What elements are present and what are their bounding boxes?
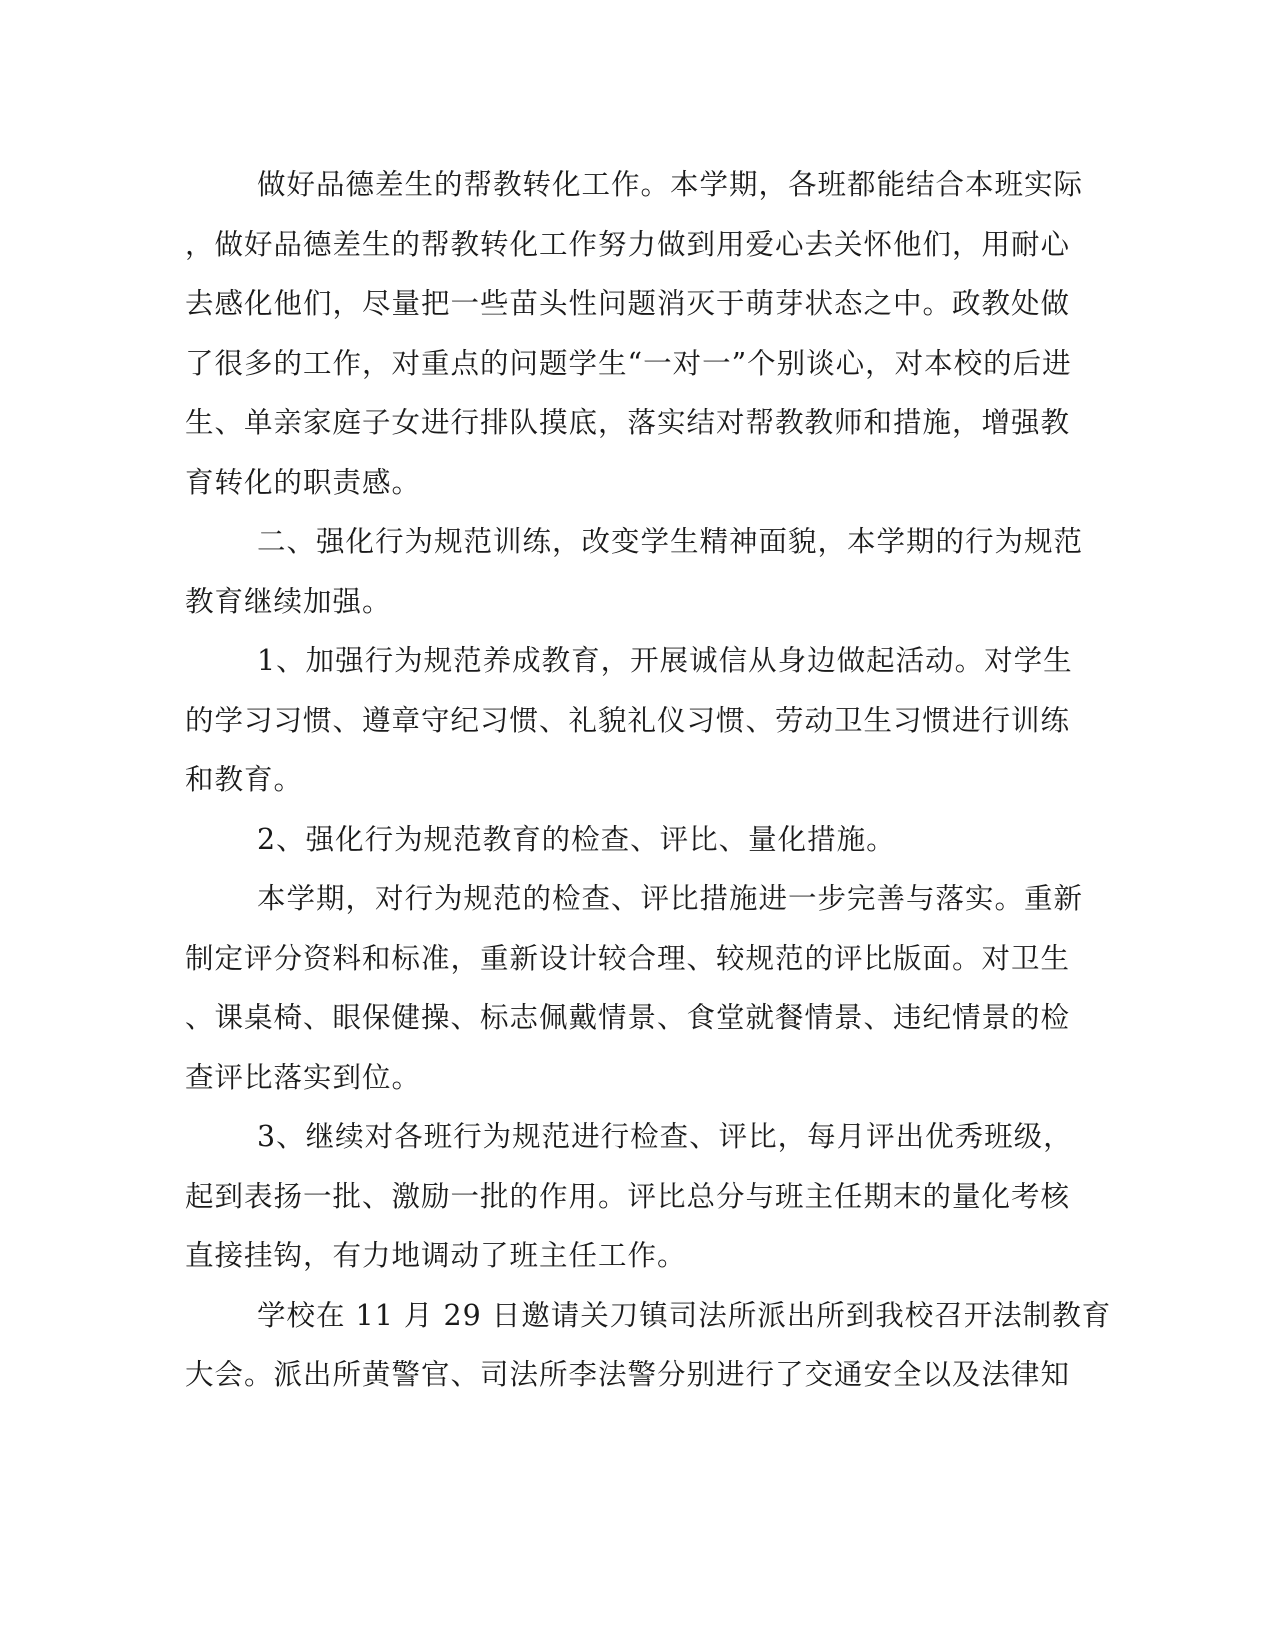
text-line: 直接挂钩，有力地调动了班主任工作。: [185, 1239, 687, 1272]
text-line: 生、单亲家庭子女进行排队摸底，落实结对帮教教师和措施，增强教: [185, 406, 1071, 439]
text-line: ，做好品德差生的帮教转化工作努力做到用爱心去关怀他们，用耐心: [185, 227, 1071, 261]
text-line: 起到表扬一批、激励一批的作用。评比总分与班主任期末的量化考核: [185, 1179, 1071, 1213]
text-line: 和教育。: [185, 763, 304, 796]
text-line: 做好品德差生的帮教转化工作。本学期，各班都能结合本班实际: [257, 168, 1084, 201]
text-line: 3、继续对各班行为规范进行检查、评比，每月评出优秀班级，: [257, 1120, 1073, 1153]
document-body: [185, 155, 1112, 1405]
text-line: 大会。派出所黄警官、司法所李法警分别进行了交通安全以及法律知: [185, 1358, 1071, 1391]
text-line: 1、加强行为规范养成教育，开展诚信从身边做起活动。对学生: [257, 644, 1073, 677]
text-line: 学校在 11 月 29 日邀请关刀镇司法所派出所到我校召开法制教育: [257, 1298, 1112, 1332]
text-line: 了很多的工作，对重点的问题学生“一对一”个别谈心，对本校的后进: [185, 346, 1072, 380]
text-line: 育转化的职责感。: [185, 465, 422, 499]
text-line: 的学习习惯、遵章守纪习惯、礼貌礼仪习惯、劳动卫生习惯进行训练: [185, 703, 1071, 737]
text-line: 、课桌椅、眼保健操、标志佩戴情景、食堂就餐情景、违纪情景的检: [185, 1001, 1071, 1034]
text-line: 教育继续加强。: [185, 584, 392, 618]
text-line: 去感化他们，尽量把一些苗头性问题消灭于萌芽状态之中。政教处做: [185, 287, 1071, 320]
text-line: 本学期，对行为规范的检查、评比措施进一步完善与落实。重新: [257, 882, 1084, 915]
text-line: 查评比落实到位。: [185, 1060, 422, 1094]
text-line: 二、强化行为规范训练，改变学生精神面貌，本学期的行为规范: [257, 525, 1084, 558]
text-line: 制定评分资料和标准，重新设计较合理、较规范的评比版面。对卫生: [185, 941, 1071, 975]
text-line: 2、强化行为规范教育的检查、评比、量化措施。: [257, 822, 896, 856]
